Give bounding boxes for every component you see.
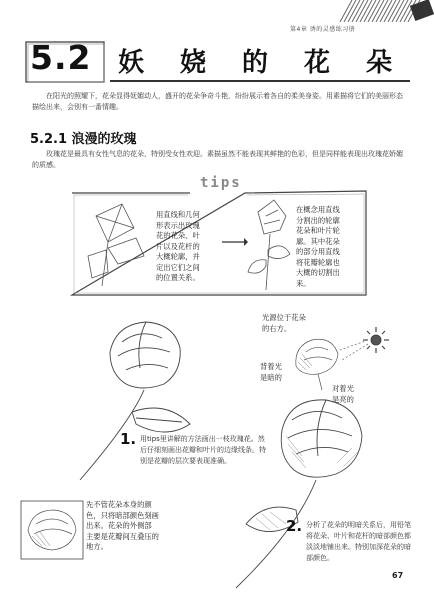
backlight-note: 背着光 是暗的: [260, 362, 282, 382]
intro-paragraph: 在阳光的照耀下，花朵显得妩媚动人，盛开的花朵争奇斗艳，纷纷展示着各自的柔美身姿。用素描将它们的美丽形态描绘出来，会别有一番情趣。: [32, 92, 403, 111]
geometric-rose-sketch: [78, 198, 154, 294]
header-stripes: [330, 0, 435, 22]
tips-label: tips: [200, 175, 242, 191]
tips-left-note: 用直线和几何 形表示出玫瑰 花的花朵、叶 片以及花杆的 大概轮廓，并 定出它们之间 的位置关系。: [156, 210, 200, 282]
light-source-note: 光源位于花朵 的右方。: [262, 313, 306, 333]
step-1-number: 1.: [120, 430, 137, 448]
title-char-1: 妖: [118, 48, 145, 78]
tips-right-note: 在概念用直线 分割出的轮廓 花朵和叶片轮 廓。其中花朵 的部分用直线 将花瓣轮廓也 大概的切割出 来。: [296, 205, 340, 288]
facing-light-note: 对着光 是亮的: [332, 384, 354, 404]
title-underline: [110, 80, 410, 82]
step-1-text: 用tips里讲解的方法画出一枝玫瑰花。然后仔细刻画出花瓣和叶片的边缘线条。特别是花瓣的层次要表现准确。: [140, 435, 266, 465]
title-char-4: 花: [304, 48, 331, 78]
shading-rose-sketch: [288, 332, 348, 392]
section-title: 5.2.1 浪漫的玫瑰: [30, 132, 137, 147]
title-char-5: 朵: [366, 48, 393, 78]
step-2-number: 2.: [286, 517, 303, 535]
rose-detail-thumbnail: [20, 500, 84, 560]
title-number: 5.2: [30, 38, 92, 77]
title-char-3: 的: [242, 48, 269, 78]
title-char-2: 娆: [180, 48, 207, 78]
page-number: 67: [392, 571, 404, 580]
chapter-label: 第4章 诱的灵感练习册: [290, 26, 356, 33]
section-intro: 玫瑰花是最具有女性气息的花朵，特别受女性欢迎。素描虽然不能表现其鲜艳的色彩，但是同样能表现出玫瑰花娇媚的质感。: [32, 150, 403, 169]
step-2-text: 分析了花朵的明暗关系后，用铅笔将花朵、叶片和花杆的暗部颜色都淡淡地铺出来。特别加深花朵的暗部颜色。: [306, 521, 411, 562]
bottom-note: 先不管花朵本身的颜 色，只将暗部颜色刻画 出来。花朵的外侧部 主要是花瓣间互叠压的 地方。: [86, 500, 159, 551]
outlined-rose-sketch: [244, 196, 294, 294]
